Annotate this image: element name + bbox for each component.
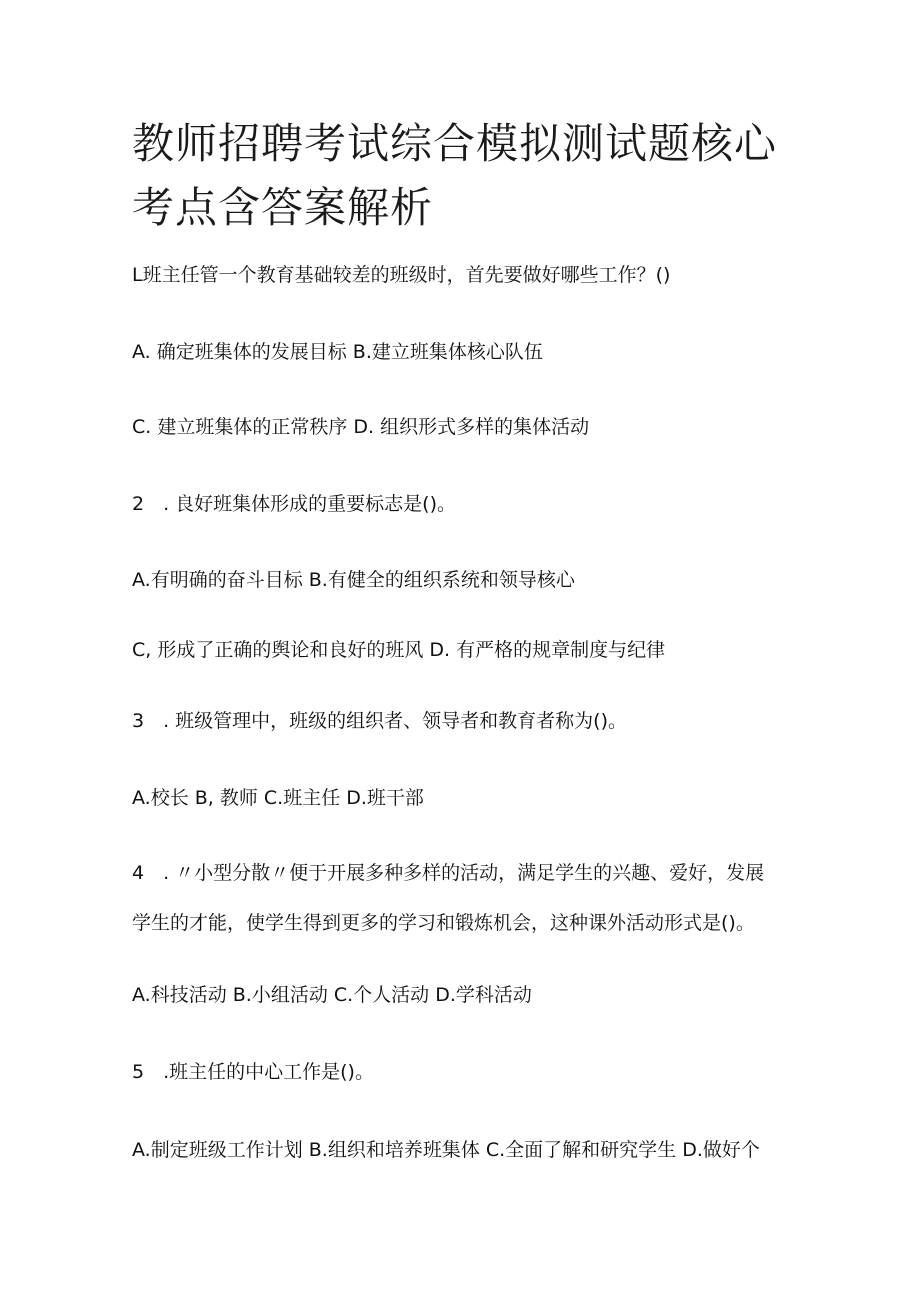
title-line-2: 考点含答案解析 bbox=[132, 183, 434, 232]
document-title bbox=[132, 112, 812, 240]
question-5-stem: 5 .班主任的中心工作是()。 bbox=[132, 1061, 374, 1083]
question-1-options-cd: C. 建立班集体的正常秩序 D. 组织形式多样的集体活动 bbox=[132, 416, 590, 438]
title-line-1: 教师招聘考试综合模拟测试题核心 bbox=[132, 119, 778, 168]
question-4-options: A.科技活动 B.小组活动 C.个人活动 D.学科活动 bbox=[132, 984, 532, 1006]
question-2-options-ab: A.有明确的奋斗目标 B.有健全的组织系统和领导核心 bbox=[132, 569, 575, 591]
question-2-stem: 2 . 良好班集体形成的重要标志是()。 bbox=[132, 493, 456, 515]
question-2-options-cd: C, 形成了正确的舆论和良好的班风 D. 有严格的规章制度与纪律 bbox=[132, 639, 666, 661]
question-1-stem: L班主任管一个教育基础较差的班级时，首先要做好哪些工作？() bbox=[132, 264, 671, 286]
question-3-stem: 3 . 班级管理中，班级的组织者、领导者和教育者称为()。 bbox=[132, 710, 627, 732]
question-4-stem-line-2: 学生的才能，使学生得到更多的学习和锻炼机会，这种课外活动形式是()。 bbox=[132, 912, 755, 934]
question-1-options-ab: A. 确定班集体的发展目标 B.建立班集体核心队伍 bbox=[132, 341, 543, 363]
question-3-options: A.校长 B, 教师 C.班主任 D.班干部 bbox=[132, 787, 424, 809]
question-5-options: A.制定班级工作计划 B.组织和培养班集体 C.全面了解和研究学生 D.做好个 bbox=[132, 1139, 760, 1161]
question-4-stem-line-1: 4 . 〃小型分散〃便于开展多种多样的活动，满足学生的兴趣、爱好，发展 bbox=[132, 862, 765, 884]
